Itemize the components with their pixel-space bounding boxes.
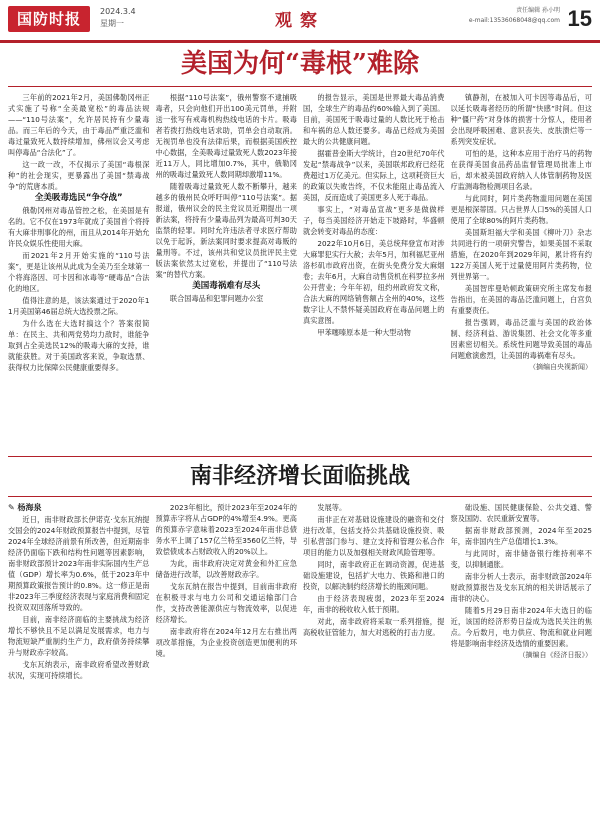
paragraph: 据霍普金斯大学统计，自20世纪70年代发起“禁毒战争”以来，美国联邦政府已经花费超过1万亿美元。但实际上，这项耗资巨大的政策以失败告终，不仅未能阻止毒品流入美国，反而造成了美国更多人死于毒品。 — [303, 149, 445, 202]
paragraph: 联合国毒品和犯罪问题办公室 — [169, 294, 264, 303]
article2-col-2 — [156, 502, 298, 828]
paragraph: 镇静剂，在被加入可卡因等毒品后，可以延长吸毒者经历的所谓“快感”时间。但这种“僵尸药”对身体的损害十分惊人，使用者会出现呼吸困难、意识丧失、皮肤溃烂等一系列突发症状。 — [450, 93, 592, 146]
editor-info — [469, 6, 560, 26]
paragraph: 同时，南非政府正在调动资源，促进基础设施建设，包括扩大电力、铁路和港口的投资，以解决制约经济增长的瓶颈问题。 — [303, 560, 445, 591]
article1-top-rule — [8, 86, 592, 87]
newspaper-logo: 国防时报 — [8, 6, 90, 32]
article2-col-3 — [303, 502, 445, 828]
issue-meta — [100, 6, 136, 30]
paragraph: 南非政府将在2024年12月左右推出两项改革措施，为企业投资创造更加便利的环境。 — [155, 627, 297, 658]
paragraph: 与此同时，阿片类药物滥用问题在美国更是根深蒂固。只占世界人口5%的美国人口使用了全球80%的阿片类药物。 — [450, 194, 592, 225]
editor-name: 责任编辑 孙小明 — [516, 7, 560, 14]
paragraph: 值得注意的是，该法案通过于2020年11月美国第46届总统大选投票之际。 — [8, 296, 150, 316]
paragraph: 2023年相比，预计2023年至2024年的预算赤字将从占GDP的4%增至4.9%。更高的预算赤字意味着2023至2024年南非总债务水平上调了157亿兰特至3560亿兰特，导致偿债成本占财政收入的20%以上。 — [155, 503, 297, 556]
paragraph: 戈东瓦纳表示，南非政府希望改善财政状况，实现可持续增长。 — [8, 660, 150, 680]
byline-name: 杨海泉 — [17, 503, 42, 512]
article2-col-1 — [8, 502, 150, 828]
paragraph: 目前，南非经济面临的主要挑战为经济增长不够快且不足以满足发展需求，电力与物流短缺严重制约生产力，政府债务持续攀升与财政赤字较高。 — [8, 615, 150, 657]
article2-col-4 — [451, 502, 593, 828]
source-credit: （摘编自央视新闻） — [529, 363, 592, 371]
paragraph: 对此，南非政府将采取一系列措施，提高税收征管能力，加大对逃税的打击力度。 — [303, 617, 445, 637]
paragraph: 报告强调，毒品泛滥与美国的政治体制、经济利益、游说集团、社会文化等多重因素密切相关。系统性问题导致美国的毒品问题愈演愈烈，让美国的毒祸难有尽头。 — [450, 318, 592, 360]
paragraph: 而2021年2月开始实施的“110号法案”，更是让该州从此成为全美乃至全球第一个将海洛因、可卡因和冰毒等“硬毒品”合法化的地区。 — [8, 251, 150, 293]
section-title: 观察 — [275, 11, 325, 31]
paragraph: 据南非财政部预测，2024年至2025年，南非国内生产总值增长1.3%。 — [450, 526, 592, 546]
paragraph: 这一政一改，不仅揭示了美国“毒根深种”的社会现实，更暴露出了美国“禁毒战争”的荒唐本质。 — [8, 160, 150, 191]
article1-columns — [8, 92, 592, 452]
page-number: 15 — [567, 6, 592, 31]
paragraph: 2022年10月6日，美总统拜登宣布对涉大麻罪犯实行大赦；去年5月，加利福尼亚州洛杉矶市政府出资，在街头免费分发大麻烟卷；去年6月，大麻自动售货机在科罗拉多州公开营业；今年年初，纽约州政府发文称，合法大麻的网络销售额占全州的40%，这些数字让人不禁怀疑美国政府在毒品问题上的真实意图。 — [303, 239, 445, 325]
paragraph: 俄勒冈州对毒品管控之松，在美国是有名的。它不仅在1973年就成了美国首个将持有大麻非刑事化的州，而且从2014年开始允许民众娱乐性使用大麻。 — [8, 206, 150, 248]
article1-col-1 — [8, 92, 150, 452]
article2-columns — [8, 502, 592, 828]
issue-date: 2024.3.4 — [100, 7, 136, 16]
paragraph: 戈东瓦纳在报告中提到，目前南非政府在积极寻求与电力公司和交通运输部门合作，支持改善能源供应与物流效率，以促进经济增长。 — [155, 582, 297, 624]
paragraph: 近日，南非财政部长伊诺克·戈东瓦纳提交国会的2024年财政预算报告中提到，尽管2024年全球经济前景有所改善，但近期南非经济仍面临下跌和结构性问题等因素影响，南非财政部预计2023年南非实际国内生产总值（GDP）增长率为0.6%，低于2023年中期预算政策报告预计的0.8%。这一修正是南非2023年三季度经济表现与家庭消费和固定投资双双回落所导致的。 — [8, 515, 150, 612]
paragraph: 发展等。 — [317, 503, 347, 512]
source-credit: （摘编自《经济日报》） — [518, 651, 592, 659]
paragraph: 南非正在对基础设施建设的融资和交付进行改革，包括支持公共基础设施投资、吸引私营部门参与、建立支持和管理公私合作项目的能力以及加强相关财政风险管理等。 — [303, 515, 445, 557]
paragraph: 为什么选在大选时搞这个？答案很简单：在民主、共和两党势均力敌时，谁能争取到占全美选民12%的吸毒大麻的支持，谁就能获胜。对于美国政客来说，争取选票、获得权力比保障公民健康重要得多。 — [8, 319, 150, 372]
paragraph: 为此，南非政府决定对黄金和外汇应急储备进行改革，以改善财政赤字。 — [155, 559, 297, 579]
paragraph: 础设施、国民健康保险、公共交通、警察及国防、农民重新安置等。 — [450, 503, 592, 523]
editor-email: e-mail:13536068048@qq.com — [468, 17, 560, 24]
paragraph: 可怕的是，这种本应用于治疗马的药物在获得美国食品药品监督管理局批准上市后，却未被美国政府纳入人体管制药物及医疗监测毒物检测项目名录。 — [450, 149, 592, 191]
section-divider — [8, 456, 592, 457]
article1-col-2 — [156, 92, 298, 452]
paragraph: 随着5月29日南非2024年大选日的临近，该国的经济形势日益成为选民关注的焦点。今后数月，电力供应、物流和就业问题将是影响南非经济及选情的重要因素。 — [450, 606, 592, 648]
subheading: 美国毒祸难有尽头 — [192, 281, 261, 291]
paragraph: 甲苯噻嗪原本是一种大型动物 — [317, 328, 411, 337]
article1-headline: 美国为何“毒根”难除 — [181, 49, 419, 79]
paragraph: 随着吸毒过量致死人数不断攀升，越来越多的俄州民众呼吁叫停“110号法案”。据报道，俄州议会的民主党议员近期提出一项新法案，将持有少量毒品列为最高可判30天监禁的轻罪。同时允许违法者寻求医疗帮助以免于起诉，新法案同时要求提高对毒贩的量刑等。不过，该州共和党议员批评民主党版法案依然太过宽松，并提出了“110号法案”的替代方案。 — [155, 182, 297, 279]
article1-col-3 — [303, 92, 445, 452]
byline: ✎ 杨海泉 — [8, 503, 42, 512]
paragraph: 由于经济表现疲弱，2023年至2024年，南非的税收收入低于预期。 — [303, 594, 445, 614]
paragraph: 的报告显示，美国是世界最大毒品消费国，全球生产的毒品约60%输入到了美国。目前，美国死于吸毒过量的人数比死于枪击和车祸的总人数还要多。毒品已经成为美国最大的公共健康问题。 — [303, 93, 445, 146]
paragraph: 根据“110号法案”，俄州警察不逮捕吸毒者，只会向他们开出100美元罚单，并附送一张写有戒毒机构热线电话的卡片。吸毒者若拨打热线电话求助，罚单会自动取消。无视罚单也没有法律后果，而根据美国疾控中心数据，全美吸毒过量致死人数2023年接近11万人，同比增加0.7%，其中，俄勒冈州的吸毒过量致死人数同期却激增11%。 — [155, 93, 297, 179]
paragraph: 南非分析人士表示，南非财政部2024年财政预算报告及戈东瓦纳的相关讲话展示了南非的决心。 — [450, 572, 592, 603]
issue-weekday: 星期一 — [100, 19, 124, 28]
paragraph: 美国斯坦福大学和美国《柳叶刀》杂志共同进行的一项研究警告，如果美国不采取措施，在2020年到2029年间，累计将有约122万美国人死于过量使用阿片类药物，位列世界第一。 — [450, 228, 592, 281]
masthead — [0, 0, 600, 43]
paragraph: 与此同时，南非储备银行维持利率不变，以抑制通胀。 — [450, 549, 592, 569]
article2-headline: 南非经济增长面临挑战 — [189, 463, 410, 489]
paragraph: 美国智库曼哈顿政策研究所主席发布报告指出，在美国的毒品泛滥问题上，白宫负有重要责任。 — [450, 284, 592, 315]
paragraph: 三年前的2021年2月，美国佛勒冈州正式实施了号称“全美最宽松”的毒品法规——“110号法案”，允许居民持有少量毒品。而三年后的今天，由于毒品严重泛滥和毒过量致死人数持续增加，佛州议会又考虑叫停毒品“合法化”了。 — [8, 93, 150, 157]
article1-col-4 — [451, 92, 593, 452]
article2-top-rule — [8, 496, 592, 497]
subheading: 全美吸毒选民“争夺战” — [34, 193, 123, 203]
paragraph: 事实上，“对毒品宣战”更多是做做样子，每当美国经济开始走下坡路时，华盛顿就会转变对毒品的态度： — [303, 205, 445, 236]
